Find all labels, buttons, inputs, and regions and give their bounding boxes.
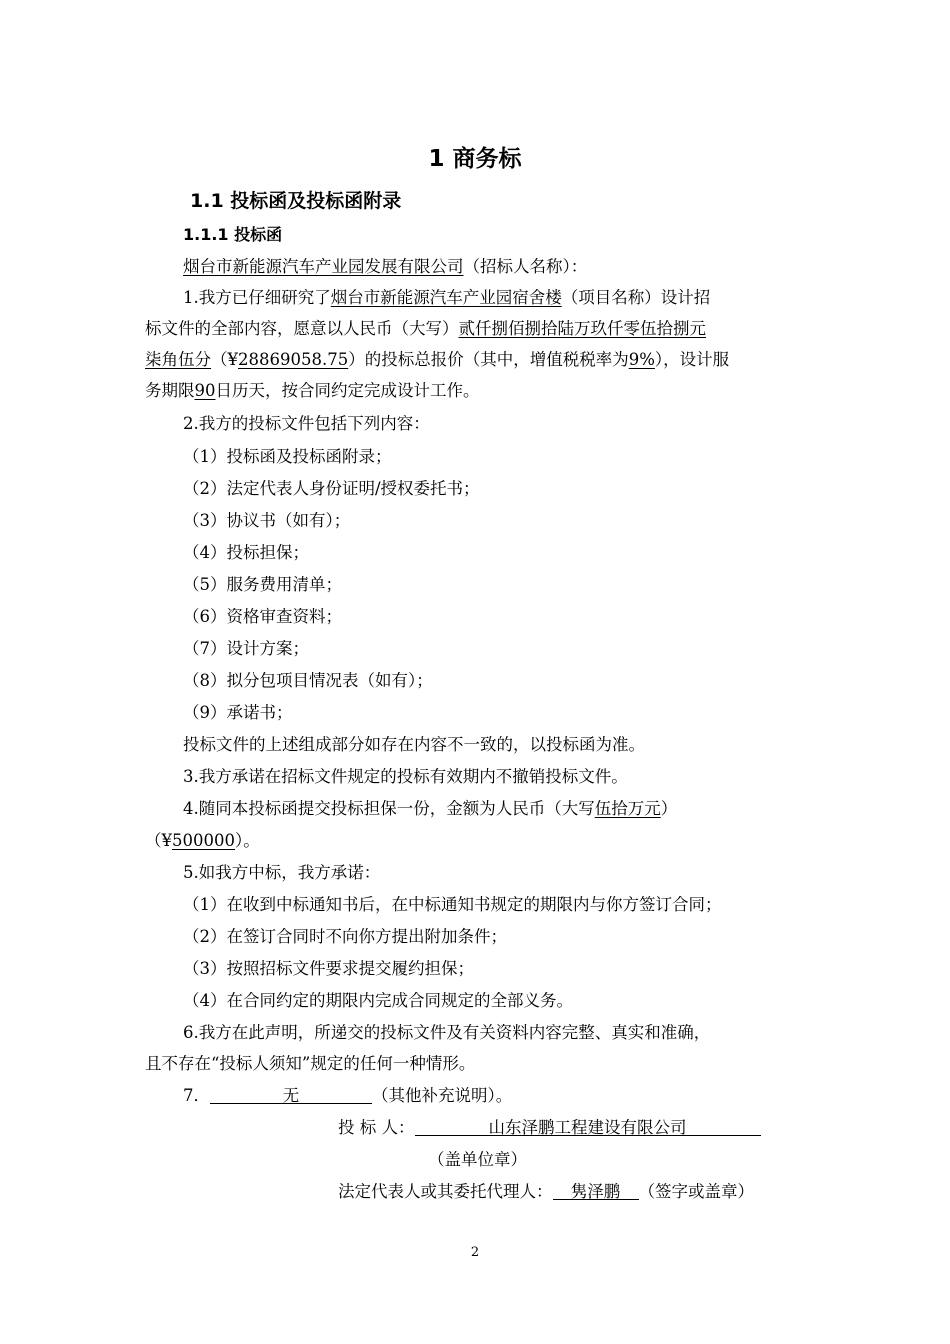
p4-text-d: ）。 (235, 831, 260, 850)
p6-line2: 且不存在“投标人须知”规定的任何一种情形。 (145, 1054, 476, 1073)
bidder-label: 投 标 人： (338, 1118, 415, 1137)
p1-line3 (145, 349, 729, 371)
list-item: （3）按照招标文件要求提交履约担保； (183, 959, 474, 978)
p1-text-d: （¥ (211, 350, 238, 369)
list-item: （3）协议书（如有）； (183, 511, 351, 530)
p1-text-e: ）的投标总报价（其中，增值税税率为 (348, 350, 629, 369)
p7-text-a: 7． (183, 1086, 210, 1105)
p3-line: 3.我方承诺在招标文件规定的投标有效期内不撤销投标文件。 (183, 767, 628, 786)
list-item: （1）在收到中标通知书后，在中标通知书规定的期限内与你方签订合同； (183, 895, 722, 914)
p4-line2 (145, 830, 260, 852)
p2-line: 2.我方的投标文件包括下列内容： (183, 414, 430, 433)
list-item: （9）承诺书； (183, 703, 293, 722)
heading-level-3: 1.1.1 投标函 (183, 225, 283, 244)
p4-line1 (183, 798, 677, 820)
p1-line2 (145, 318, 706, 340)
list-item: （7）设计方案； (183, 639, 309, 658)
amount-number: 28869058.75 (238, 350, 349, 369)
bidder-line (338, 1117, 761, 1139)
representative-label: 法定代表人或其委托代理人： (338, 1182, 553, 1201)
representative-note: （签字或盖章） (638, 1182, 754, 1201)
list-item: （8）拟分包项目情况表（如有）； (183, 671, 433, 690)
p1-line1 (183, 287, 710, 309)
addressee-suffix: （招标人名称）： (463, 257, 588, 276)
page-number: 2 (470, 1245, 480, 1260)
list-item: （4）在合同约定的期限内完成合同规定的全部义务。 (183, 991, 573, 1010)
p7-line (183, 1085, 512, 1107)
seal-note: （盖单位章） (428, 1150, 527, 1169)
list-item: （4）投标担保； (183, 543, 309, 562)
p1-text-c: 标文件的全部内容，愿意以人民币（大写） (145, 319, 459, 338)
list-item: （6）资格审查资料； (183, 607, 342, 626)
amount-upper-part2: 柒角伍分 (145, 350, 211, 369)
bidder-blank (415, 1117, 761, 1136)
p1-text-a: 1.我方已仔细研究了 (183, 288, 331, 307)
p4-text-a: 4.随同本投标函提交投标担保一份，金额为人民币（大写 (183, 799, 595, 818)
service-days: 90 (194, 381, 216, 400)
bidder-name: 山东泽鹏工程建设有限公司 (488, 1118, 687, 1137)
tax-rate: 9% (628, 350, 655, 369)
supplement-blank (210, 1085, 372, 1104)
p1-text-f: ），设计服 (654, 350, 730, 369)
heading-level-2: 1.1 投标函及投标函附录 (190, 190, 402, 212)
supplement-value: 无 (282, 1086, 300, 1105)
representative-line (338, 1181, 754, 1203)
p1-text-g: 务期限 (145, 381, 195, 400)
tenderer-name: 烟台市新能源汽车产业园发展有限公司 (183, 257, 464, 276)
p2-tail-line: 投标文件的上述组成部分如存在内容不一致的，以投标函为准。 (183, 735, 645, 754)
list-item: （5）服务费用清单； (183, 575, 342, 594)
p6-line1: 6.我方在此声明，所递交的投标文件及有关资料内容完整、真实和准确， (183, 1023, 711, 1042)
list-item: （2）在签订合同时不向你方提出附加条件； (183, 927, 507, 946)
heading-level-1: 1 商务标 (428, 146, 522, 172)
amount-upper-part1: 贰仟捌佰捌拾陆万玖仟零伍拾捌元 (458, 319, 706, 338)
guarantee-upper: 伍拾万元 (594, 799, 661, 818)
list-item: （2）法定代表人身份证明/授权委托书； (183, 479, 480, 498)
addressee-line (183, 256, 587, 278)
p1-line4 (145, 380, 480, 402)
p4-text-c: （¥ (145, 831, 172, 850)
p7-text-b: （其他补充说明）。 (372, 1086, 513, 1105)
representative-blank (553, 1181, 639, 1200)
list-item: （1）投标函及投标函附录； (183, 447, 392, 466)
p1-text-b: （项目名称）设计招 (561, 288, 711, 307)
guarantee-number: 500000 (172, 831, 235, 850)
p1-text-h: 日历天，按合同约定完成设计工作。 (215, 381, 480, 400)
project-name: 烟台市新能源汽车产业园宿舍楼 (330, 288, 562, 307)
p4-text-b: ） (660, 799, 678, 818)
representative-name: 隽泽鹏 (570, 1182, 621, 1201)
p5-line: 5.如我方中标，我方承诺： (183, 863, 381, 882)
